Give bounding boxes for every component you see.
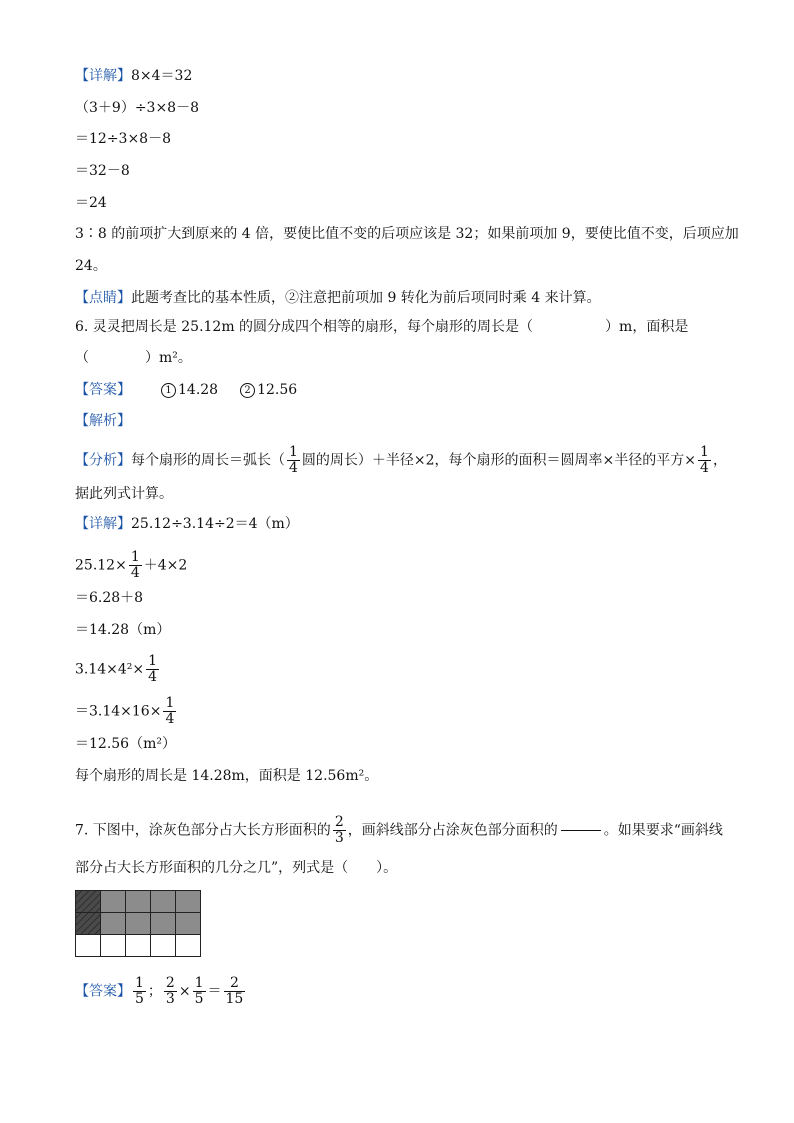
fraction: $\frac{2}{15}$: [225, 975, 244, 1007]
calc-line: ＝12÷3×8－8: [75, 131, 171, 147]
calc-line: ＝14.28（m）: [75, 622, 171, 638]
answer-label: 【答案】: [75, 983, 131, 1000]
answer-label: 【答案】: [75, 382, 131, 398]
detail-line: 【详解】25.12÷3.14÷2＝4（m）: [75, 516, 299, 532]
calc-line: ＝12.56（m²）: [75, 736, 176, 752]
question-6-line-2: （ ）m²。: [75, 350, 192, 366]
question-6-line-1: 6. 灵灵把周长是 25.12m 的圆分成四个相等的扇形，每个扇形的周长是（ ）m，面积是: [75, 319, 689, 335]
circled-number: 1: [161, 383, 176, 398]
calc-line: 25.12× $\frac{1}{4}$ ＋4×2: [75, 549, 188, 581]
fraction: $\frac{2}{3}$: [165, 975, 175, 1007]
answer-7-line: 【答案】 $\frac{1}{5}$ ； $\frac{2}{3}$ × $\frac{1}{5}$ ＝ $\frac{2}{15}$: [75, 975, 244, 1007]
calc-line: ＝32－8: [75, 163, 130, 179]
detail-label: 【详解】: [75, 68, 131, 84]
detail-label: 【详解】: [75, 516, 131, 532]
fraction: $\frac{1}{4}$: [165, 695, 175, 727]
question-7-line-1: 7. 下图中，涂灰色部分占大长方形面积的 $\frac{2}{3}$ ，画斜线部分占涂灰色部分面积的 。如果要求“画斜线: [75, 812, 723, 849]
circled-number: 2: [240, 383, 255, 398]
white-region: [75, 934, 200, 956]
rectangle-grid-figure: [75, 890, 201, 958]
fraction: $\frac{1}{4}$: [289, 444, 298, 476]
detail-line-1: 【详解】8×4＝32: [75, 68, 193, 84]
explanation-line: 24。: [75, 258, 107, 274]
dianjing-label: 【点睛】: [75, 290, 131, 306]
fraction: $\frac{2}{3}$: [334, 814, 344, 846]
fraction: $\frac{1}{4}$: [700, 444, 709, 476]
calc-line: （3＋9）÷3×8－8: [75, 100, 199, 116]
answer-6-line: 【答案】 1 14.28 2 12.56: [75, 382, 298, 398]
fraction: $\frac{1}{5}$: [135, 975, 144, 1007]
jiexi-label: 【解析】: [75, 413, 131, 429]
fraction: $\frac{1}{4}$: [148, 653, 158, 685]
empty-fraction-blank: [561, 812, 601, 849]
explanation-line: 3∶8 的前项扩大到原来的 4 倍，要使比值不变的后项应该是 32；如果前项加 9，要使比值不变，后项应加: [75, 226, 739, 242]
question-7-line-2: 部分占大长方形面积的几分之几”，列式是（ ）。: [75, 860, 398, 876]
calc-line: ＝3.14×16× $\frac{1}{4}$: [75, 695, 175, 727]
fraction: $\frac{1}{5}$: [194, 975, 204, 1007]
conclusion-line: 每个扇形的周长是 14.28m，面积是 12.56m²。: [75, 768, 379, 784]
calc-line: 3.14×4²× $\frac{1}{4}$: [75, 653, 158, 685]
analysis-label: 【分析】: [75, 452, 131, 469]
calc-line: ＝24: [75, 195, 107, 211]
dianjing-line: 【点睛】此题考查比的基本性质，②注意把前项加 9 转化为前后项同时乘 4 来计算。: [75, 290, 601, 306]
calc-line: ＝6.28＋8: [75, 590, 144, 606]
fraction: $\frac{1}{4}$: [130, 549, 140, 581]
analysis-line-1: 【分析】每个扇形的周长＝弧长（ $\frac{1}{4}$ 圆的周长）＋半径×2，每个扇形的面积＝圆周率×半径的平方× $\frac{1}{4}$ ，: [75, 444, 727, 476]
analysis-line-2: 据此列式计算。: [75, 486, 173, 502]
